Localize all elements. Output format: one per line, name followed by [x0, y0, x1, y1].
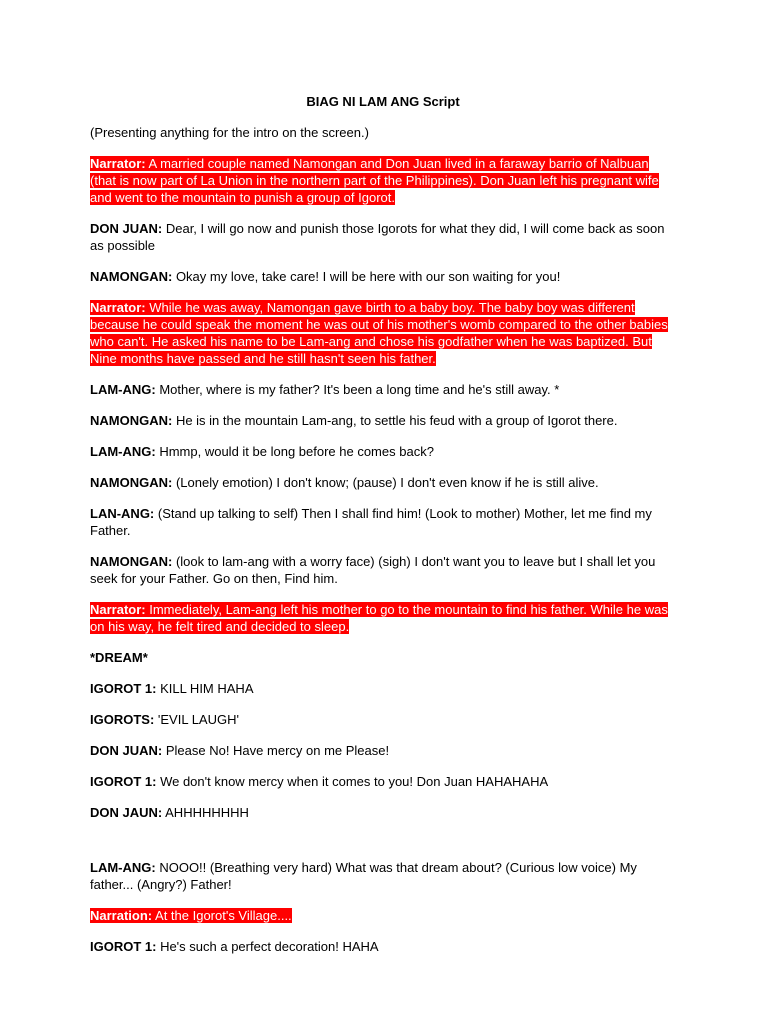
line-text: (Stand up talking to self) Then I shall find him! (Look to mother) Mother, let me find my Father.: [90, 506, 652, 538]
dialogue-line: [90, 804, 676, 821]
document-title: BIAG NI LAM ANG Script: [306, 94, 460, 109]
narration-paragraph: [90, 907, 676, 924]
speaker-label: Narration:: [90, 908, 153, 923]
dialogue-line: [90, 124, 676, 141]
paragraph-text: [90, 712, 239, 727]
speaker-label: *DREAM*: [90, 650, 148, 665]
dialogue-line: [90, 773, 676, 790]
speaker-label: IGOROTS:: [90, 712, 155, 727]
script-body: [90, 124, 676, 955]
line-text: Hmmp, would it be long before he comes back?: [155, 444, 434, 459]
dialogue-line: [90, 649, 676, 666]
speaker-label: IGOROT 1:: [90, 774, 157, 789]
speaker-label: DON JAUN:: [90, 805, 163, 820]
narration-paragraph: [90, 155, 676, 206]
paragraph-text: [90, 602, 668, 634]
line-text: (look to lam-ang with a worry face) (sigh) I don't want you to leave but I shall let you seek for your Father. Go on then, Find him.: [90, 554, 656, 586]
speaker-label: Narrator:: [90, 300, 146, 315]
narration-paragraph: [90, 601, 676, 635]
paragraph-text: [90, 805, 249, 820]
paragraph-text: [90, 300, 668, 366]
dialogue-line: [90, 381, 676, 398]
line-text: KILL HIM HAHA: [156, 681, 254, 696]
paragraph-text: [90, 650, 148, 665]
line-text: Immediately, Lam-ang left his mother to go to the mountain to find his father. While he was on his way, he felt tired and decided to sleep.: [90, 602, 668, 634]
narration-paragraph: [90, 299, 676, 367]
dialogue-line: [90, 711, 676, 728]
paragraph-text: [90, 156, 659, 205]
dialogue-line: [90, 742, 676, 759]
dialogue-line: [90, 505, 676, 539]
dialogue-line: [90, 268, 676, 285]
dialogue-line: [90, 859, 676, 893]
line-text: He's such a perfect decoration! HAHA: [156, 939, 379, 954]
line-text: At the Igorot's Village....: [152, 908, 292, 923]
speaker-label: NAMONGAN:: [90, 475, 173, 490]
paragraph-text: [90, 908, 292, 923]
paragraph-text: [90, 382, 559, 397]
dialogue-line: [90, 553, 676, 587]
paragraph-text: [90, 475, 599, 490]
paragraph-text: [90, 413, 617, 428]
line-text: A married couple named Namongan and Don Juan lived in a faraway barrio of Nalbuan (that is now part of La Union in the northern part of the Philippines). Don Juan left his pregnant wife and went to the mountain to punish a group of Igorot.: [90, 156, 659, 205]
paragraph-text: [90, 860, 637, 892]
paragraph-text: [90, 444, 434, 459]
line-text: Mother, where is my father? It's been a long time and he's still away. *: [155, 382, 560, 397]
blank-line: [90, 835, 676, 859]
speaker-label: LAM-ANG:: [90, 860, 156, 875]
line-text: Dear, I will go now and punish those Igorots for what they did, I will come back as soon as possible: [90, 221, 665, 253]
dialogue-line: [90, 680, 676, 697]
line-text: NOOO!! (Breathing very hard) What was that dream about? (Curious low voice) My father... (Angry?) Father!: [90, 860, 637, 892]
speaker-label: NAMONGAN:: [90, 269, 173, 284]
paragraph-text: [90, 681, 254, 696]
dialogue-line: [90, 474, 676, 491]
paragraph-text: [90, 125, 369, 140]
paragraph-text: [90, 774, 548, 789]
line-text: He is in the mountain Lam-ang, to settle his feud with a group of Igorot there.: [172, 413, 618, 428]
speaker-label: LAN-ANG:: [90, 506, 155, 521]
speaker-label: Narrator:: [90, 156, 146, 171]
line-text: Okay my love, take care! I will be here with our son waiting for you!: [172, 269, 561, 284]
speaker-label: Narrator:: [90, 602, 146, 617]
speaker-label: NAMONGAN:: [90, 554, 173, 569]
paragraph-text: [90, 554, 655, 586]
line-text: 'EVIL LAUGH': [154, 712, 239, 727]
dialogue-line: [90, 220, 676, 254]
line-text: (Presenting anything for the intro on the screen.): [90, 125, 369, 140]
paragraph-text: [90, 221, 664, 253]
paragraph-text: [90, 506, 652, 538]
dialogue-line: [90, 938, 676, 955]
paragraph-text: [90, 743, 389, 758]
speaker-label: DON JUAN:: [90, 743, 163, 758]
dialogue-line: [90, 412, 676, 429]
paragraph-text: [90, 939, 379, 954]
dialogue-line: [90, 443, 676, 460]
speaker-label: IGOROT 1:: [90, 681, 157, 696]
speaker-label: LAM-ANG:: [90, 382, 156, 397]
line-text: AHHHHHHHH: [162, 805, 249, 820]
line-text: (Lonely emotion) I don't know; (pause) I don't even know if he is still alive.: [172, 475, 599, 490]
line-text: We don't know mercy when it comes to you! Don Juan HAHAHAHA: [156, 774, 549, 789]
speaker-label: NAMONGAN:: [90, 413, 173, 428]
line-text: Please No! Have mercy on me Please!: [162, 743, 390, 758]
line-text: While he was away, Namongan gave birth to a baby boy. The baby boy was different because he could speak the moment he was out of his mother's womb compared to the other babies who can't. He asked his name to be Lam-ang and chose his godfather when he was baptized. But Nine months have passed and he still hasn't seen his father.: [90, 300, 668, 366]
speaker-label: LAM-ANG:: [90, 444, 156, 459]
paragraph-text: [90, 269, 560, 284]
speaker-label: IGOROT 1:: [90, 939, 157, 954]
speaker-label: DON JUAN:: [90, 221, 163, 236]
